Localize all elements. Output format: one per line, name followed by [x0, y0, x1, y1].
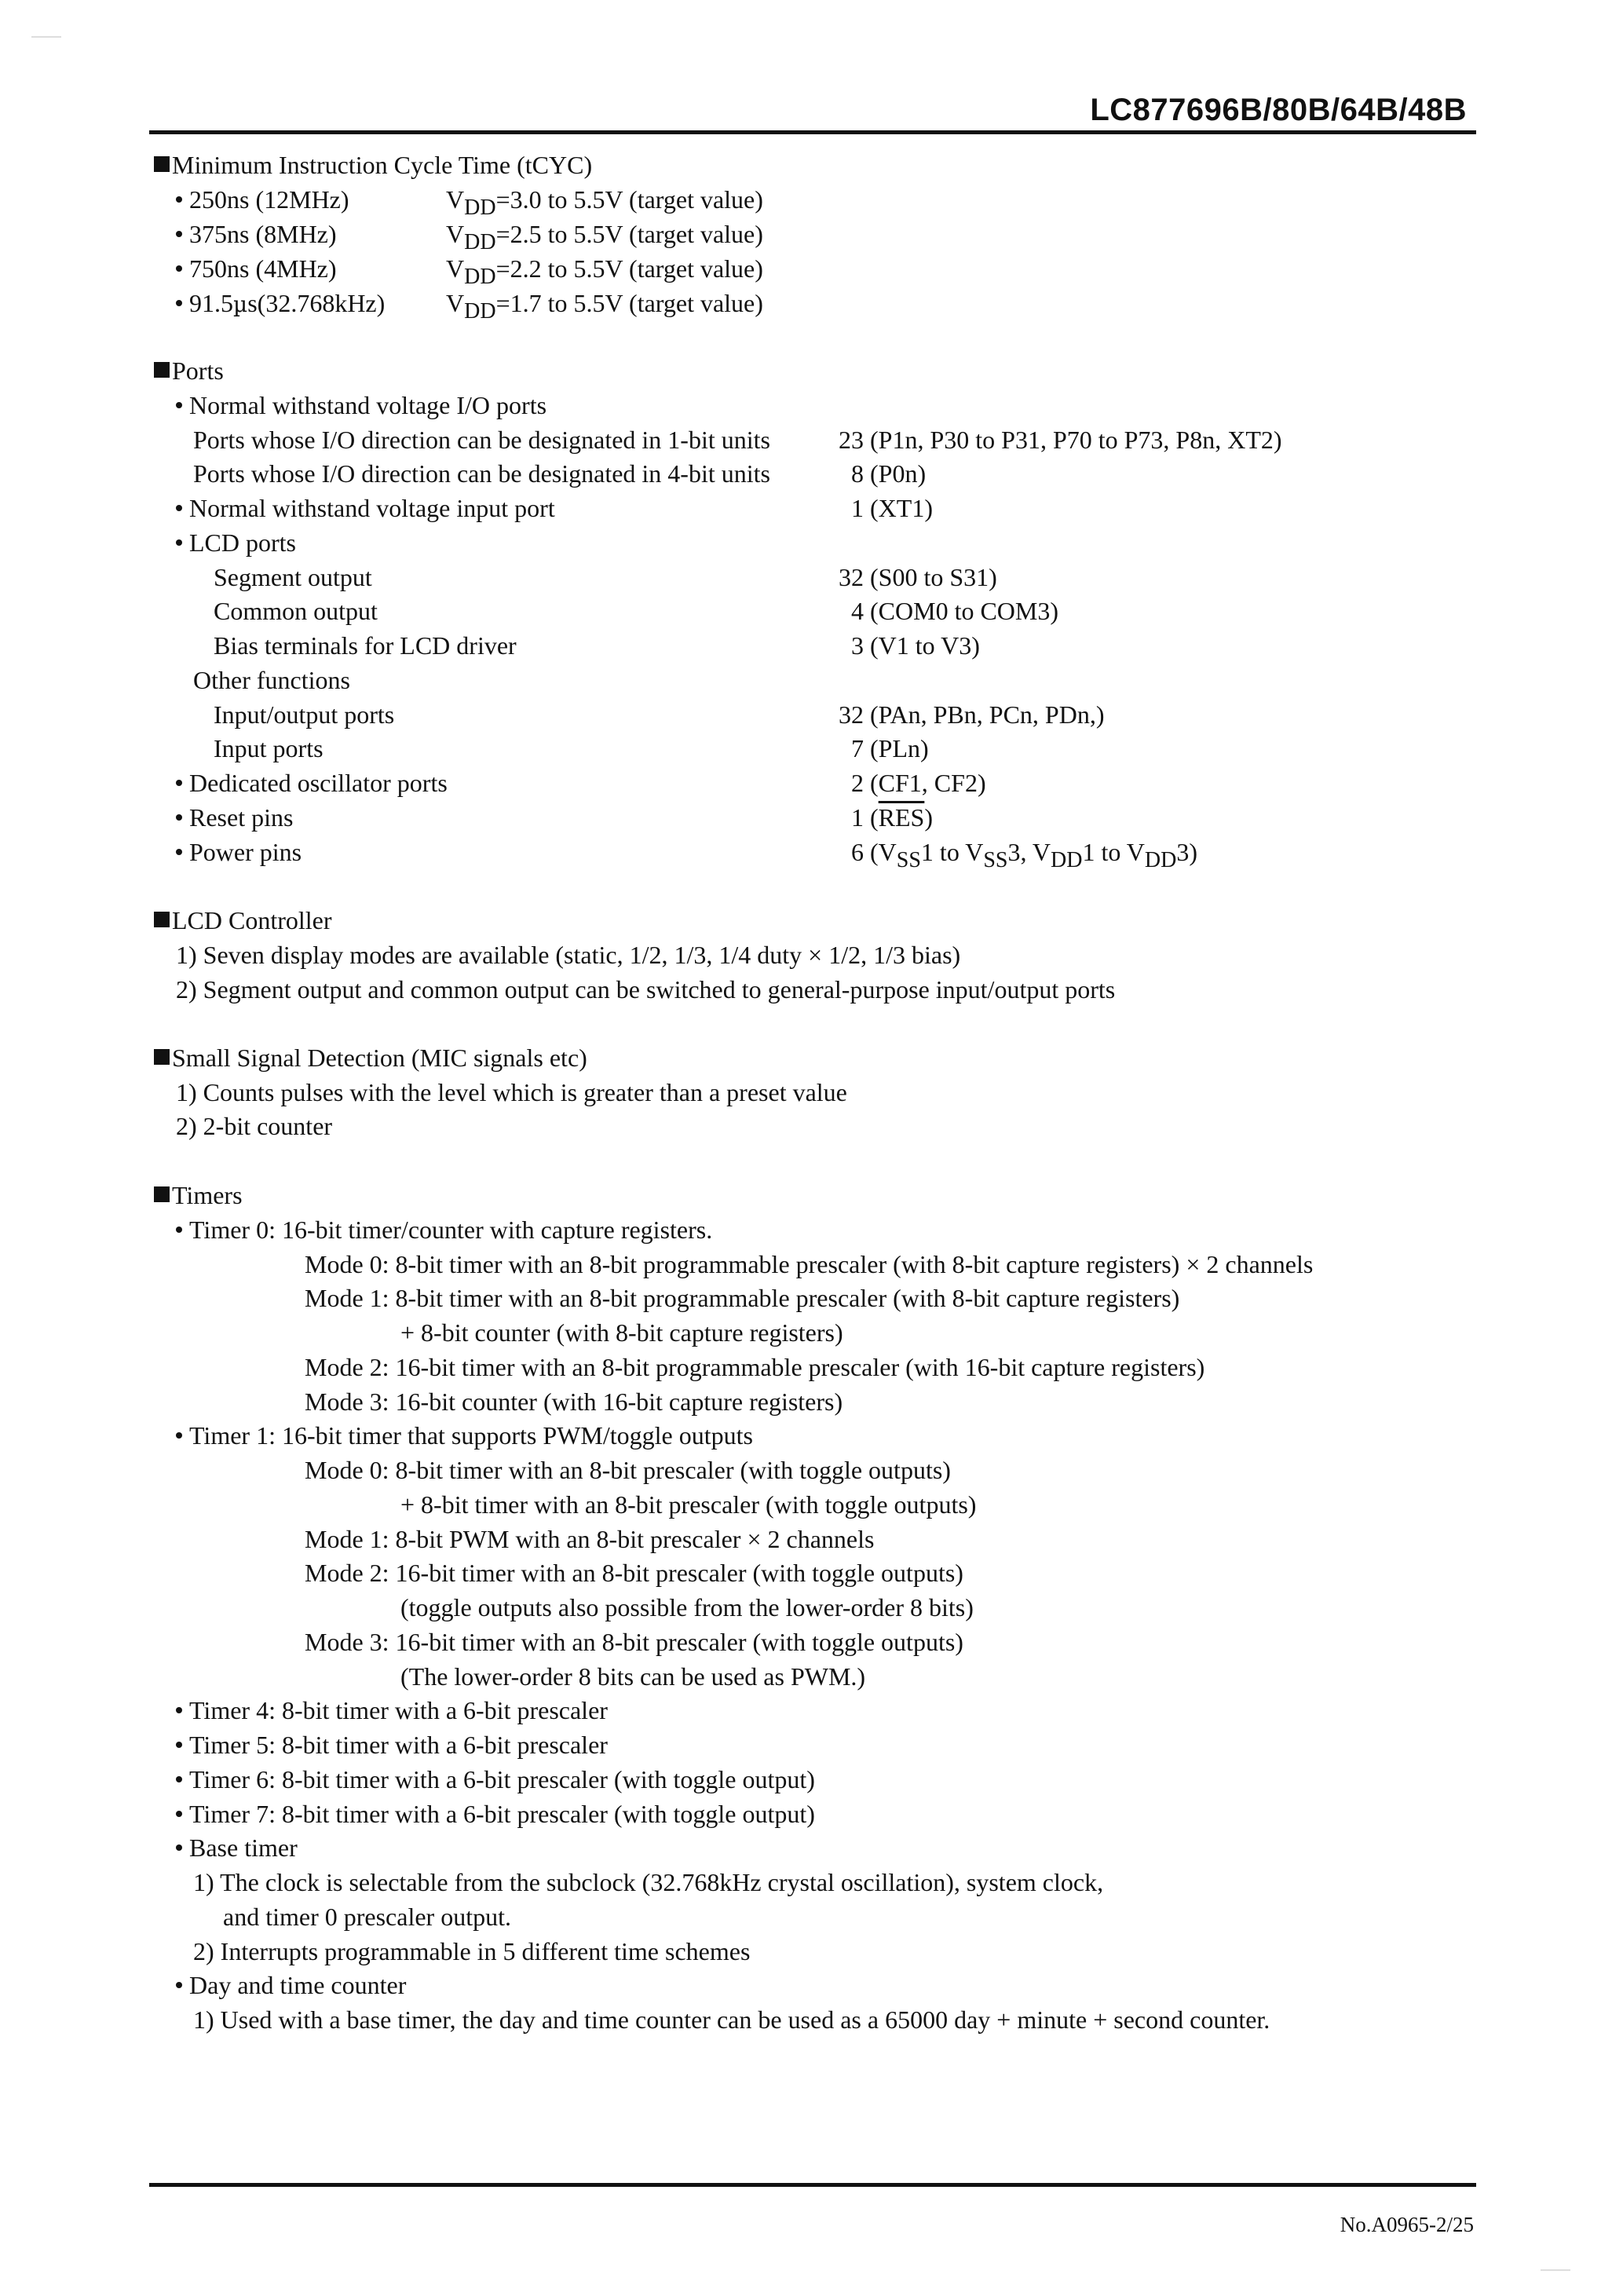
port-value: 32 (S00 to S31): [839, 563, 997, 591]
bullet-icon: [176, 780, 182, 786]
port-value: 23 (P1n, P30 to P31, P70 to P73, P8n, XT2): [839, 426, 1282, 454]
port-label: Bias terminals for LCD driver: [214, 631, 517, 660]
mode-line: Mode 2: 16-bit timer with an 8-bit programmable prescaler (with 16-bit capture registers): [305, 1353, 1205, 1381]
port-value: 6 ($V_{SS}1$ to $V_{SS}3$, $V_{DD}1$ to $V_{DD}3$): [851, 838, 1198, 872]
page-title: LC877696B/80B/64B/48B: [1090, 93, 1467, 127]
section-heading-lcd: LCD Controller: [154, 905, 332, 936]
mode-line: (The lower-order 8 bits can be used as PWM.): [400, 1662, 866, 1691]
bullet-icon: [176, 402, 182, 408]
port-value: 7 (PLn): [851, 734, 929, 762]
mode-line: Mode 2: 16-bit timer with an 8-bit prescaler (with toggle outputs): [305, 1559, 963, 1587]
bullet-icon: [176, 1707, 182, 1713]
list-item: Reset pins: [176, 802, 293, 833]
port-value: 32 (PAn, PBn, PCn, PDn,): [839, 700, 1105, 729]
bullet-icon: [176, 265, 182, 272]
port-value: 1 (XT1): [851, 494, 933, 522]
bullet-icon: [176, 1811, 182, 1817]
list-item: 375ns (8MHz): [176, 218, 337, 250]
bullet-icon: [176, 1432, 182, 1439]
mode-line: Mode 3: 16-bit counter (with 16-bit capture registers): [305, 1387, 843, 1416]
square-bullet-icon: [154, 362, 170, 378]
list-item: 1) Counts pulses with the level which is greater than a preset value: [176, 1078, 847, 1106]
bullet-icon: [176, 849, 182, 855]
list-item: Timer 6: 8-bit timer with a 6-bit prescaler (with toggle output): [176, 1764, 815, 1795]
header-rule: [149, 130, 1476, 134]
list-item: and timer 0 prescaler output.: [223, 1903, 511, 1931]
section-heading-ports: Ports: [154, 355, 224, 386]
square-bullet-icon: [154, 912, 170, 927]
port-value: 3 (V1 to V3): [851, 631, 980, 660]
section-heading-ssd: Small Signal Detection (MIC signals etc): [154, 1042, 587, 1073]
square-bullet-icon: [154, 1186, 170, 1202]
list-item: 1) Used with a base timer, the day and time counter can be used as a 65000 day + minute + second counter.: [193, 2005, 1270, 2034]
port-label: Segment output: [214, 563, 372, 591]
list-item: Timer 1: 16-bit timer that supports PWM/toggle outputs: [176, 1420, 753, 1451]
list-item: 2) Interrupts programmable in 5 different time schemes: [193, 1937, 751, 1965]
list-item: $V_{DD}=1.7$ to 5.5V (target value): [446, 289, 763, 324]
list-item: 2) 2-bit counter: [176, 1112, 333, 1140]
list-item: Timer 5: 8-bit timer with a 6-bit prescaler: [176, 1729, 608, 1760]
square-bullet-icon: [154, 1049, 170, 1065]
list-item: 2) Segment output and common output can be switched to general-purpose input/output ports: [176, 975, 1116, 1004]
bullet-icon: [176, 1227, 182, 1233]
list-item: $V_{DD}=2.2$ to 5.5V (target value): [446, 254, 763, 289]
port-label: Input/output ports: [214, 700, 395, 729]
port-label: Ports whose I/O direction can be designated in 4-bit units: [193, 459, 770, 488]
list-item: Normal withstand voltage input port: [176, 492, 555, 524]
section-heading-timers: Timers: [154, 1179, 243, 1211]
list-item: Base timer: [176, 1832, 298, 1863]
bullet-icon: [176, 1742, 182, 1748]
bullet-icon: [176, 1982, 182, 1988]
port-value: 4 (COM0 to COM3): [851, 597, 1059, 625]
list-item: 750ns (4MHz): [176, 253, 337, 284]
port-value: 8 (P0n): [851, 459, 927, 488]
square-bullet-icon: [154, 156, 170, 172]
port-label: Other functions: [193, 666, 350, 694]
list-item: Timer 7: 8-bit timer with a 6-bit prescaler (with toggle output): [176, 1798, 815, 1830]
mode-line: Mode 0: 8-bit timer with an 8-bit prescaler (with toggle outputs): [305, 1456, 951, 1484]
port-label: Common output: [214, 597, 378, 625]
port-label: Input ports: [214, 734, 324, 762]
list-item: Power pins: [176, 836, 302, 868]
mode-line: + 8-bit counter (with 8-bit capture registers): [400, 1318, 843, 1347]
list-item: 91.5µs(32.768kHz): [176, 287, 385, 320]
port-label: Ports whose I/O direction can be designated in 1-bit units: [193, 426, 770, 454]
list-item: 1) The clock is selectable from the subclock (32.768kHz crystal oscillation), system clock,: [193, 1868, 1104, 1896]
scan-mark: [1541, 2269, 1570, 2271]
footer-rule: [149, 2183, 1476, 2187]
list-item: Timer 0: 16-bit timer/counter with capture registers.: [176, 1214, 712, 1245]
list-item: Day and time counter: [176, 1969, 406, 2001]
bullet-icon: [176, 505, 182, 511]
bullet-icon: [176, 300, 182, 306]
list-item: 250ns (12MHz): [176, 184, 349, 215]
bullet-icon: [176, 1776, 182, 1782]
mode-line: (toggle outputs also possible from the lower-order 8 bits): [400, 1593, 974, 1621]
list-item: $V_{DD}=2.5$ to 5.5V (target value): [446, 220, 763, 254]
mode-line: Mode 3: 16-bit timer with an 8-bit prescaler (with toggle outputs): [305, 1628, 963, 1656]
section-heading-cycle: Minimum Instruction Cycle Time (tCYC): [154, 149, 592, 181]
list-item: 1) Seven display modes are available (static, 1/2, 1/3, 1/4 duty × 1/2, 1/3 bias): [176, 941, 961, 969]
mode-line: Mode 0: 8-bit timer with an 8-bit programmable prescaler (with 8-bit capture registers) × 2 channels: [305, 1250, 1314, 1278]
mode-line: + 8-bit timer with an 8-bit prescaler (with toggle outputs): [400, 1490, 977, 1519]
bullet-icon: [176, 539, 182, 546]
port-value: 2 (CF1, CF2): [851, 769, 986, 797]
bullet-icon: [176, 1844, 182, 1851]
mode-line: Mode 1: 8-bit timer with an 8-bit programmable prescaler (with 8-bit capture registers): [305, 1284, 1180, 1312]
scan-mark: [31, 36, 61, 38]
bullet-icon: [176, 814, 182, 821]
bullet-icon: [176, 231, 182, 237]
list-item: Dedicated oscillator ports: [176, 767, 448, 799]
port-value: 1 $(\overline{RES})$: [851, 803, 933, 832]
page-number: No.A0965-2/25: [1340, 2213, 1474, 2236]
list-item: LCD ports: [176, 527, 296, 558]
list-item: $V_{DD}=3.0$ to 5.5V (target value): [446, 185, 763, 220]
bullet-icon: [176, 196, 182, 203]
mode-line: Mode 1: 8-bit PWM with an 8-bit prescaler × 2 channels: [305, 1525, 875, 1553]
list-item: Timer 4: 8-bit timer with a 6-bit prescaler: [176, 1695, 608, 1726]
list-item: Normal withstand voltage I/O ports: [176, 389, 546, 421]
